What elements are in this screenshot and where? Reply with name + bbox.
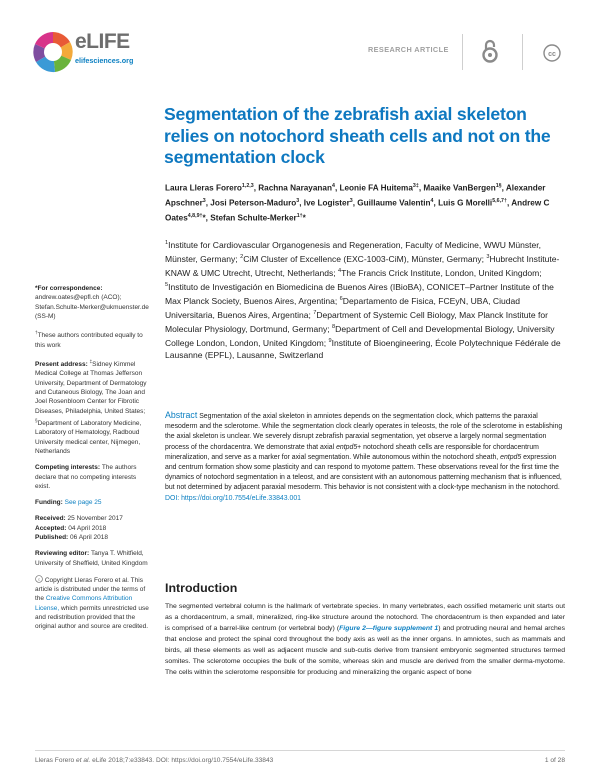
author-separator: , — [205, 198, 211, 208]
competing-text: The authors declare that no competing interests exist. — [35, 464, 137, 490]
author-affiliation-mark: 3 — [349, 198, 353, 205]
present-address-mark: § — [35, 417, 38, 423]
affiliation-number: 2 — [240, 253, 244, 260]
funding-link[interactable]: See page 25 — [64, 499, 102, 507]
author-name: Leonie FA Huitema — [339, 183, 413, 193]
author-affiliation-mark: 3 — [296, 198, 300, 205]
author-name: Ive Logister — [303, 198, 350, 208]
article-type-label: RESEARCH ARTICLE — [368, 45, 449, 54]
copyright-icon — [35, 575, 43, 583]
author-name: Josi Peterson-Maduro — [210, 198, 297, 208]
abstract-doi-link[interactable]: DOI: https://doi.org/10.7554/eLife.33843.001 — [165, 494, 301, 502]
author-affiliation-mark: 4,8,9† — [187, 213, 203, 220]
author-list — [165, 180, 565, 225]
affiliation-number: 5 — [165, 281, 169, 288]
open-access-icon — [481, 38, 499, 64]
author-name: Rachna Narayanan — [258, 183, 332, 193]
accepted-label: Accepted: — [35, 524, 69, 532]
page-number: 1 of 28 — [544, 757, 565, 764]
introduction-text — [165, 601, 565, 678]
affiliation-list — [165, 237, 565, 361]
abstract — [165, 410, 565, 504]
affiliation-text: Hubrecht Institute-KNAW & UMC Utrecht, Utrecht, Netherlands; — [165, 253, 560, 278]
copyright-text: Copyright Lleras Forero et al. This article is distributed under the terms of the — [35, 576, 146, 603]
author-separator: , — [433, 198, 439, 208]
creative-commons-icon — [543, 44, 561, 62]
author-affiliation-mark: 3 — [202, 198, 206, 205]
affiliation-text: Institute of Bioengineering, École Polytechnique Fédérale de Lausanne (EPFL), Lausanne, Switzerland — [165, 337, 561, 360]
author-name: Laura Lleras Forero — [165, 183, 242, 193]
equal-contrib-mark: † — [35, 330, 38, 336]
footer-authors: Lleras Forero — [35, 757, 77, 764]
author-affiliation-mark: 1§ — [495, 183, 502, 189]
affiliation-number: 3 — [486, 253, 490, 260]
funding-label: Funding: — [35, 499, 65, 507]
author-name: Maaike VanBergen — [423, 183, 496, 193]
svg-text:cc: cc — [548, 51, 556, 58]
footer-citation — [35, 757, 273, 764]
author-separator: , — [334, 183, 340, 193]
article-title: Segmentation of the zebrafish axial skeleton relies on notochord sheath cells and not on the segmentation clock — [164, 104, 551, 167]
author-affiliation-mark: 4 — [331, 183, 335, 189]
footer-etal: et al. — [76, 757, 91, 764]
author-affiliation-mark: 1† — [296, 213, 303, 220]
footer-divider — [35, 750, 565, 751]
affiliation-number: 7 — [313, 309, 317, 316]
elife-logo-icon — [31, 30, 75, 74]
license-link[interactable]: Creative Commons Attribution License, — [35, 595, 133, 612]
affiliation-number: 1 — [165, 240, 169, 246]
elife-url[interactable]: elifesciences.org — [75, 56, 134, 65]
author-separator: , — [253, 183, 259, 193]
present-address-text: Sidney Kimmel Medical College at Thomas Jefferson University, Department of Dermatology and Cutaneous Biology, The Joan and Joel Rosenbloom Center for Fibrotic Diseases, Philadelphia, United States; — [35, 361, 147, 415]
published-label: Published: — [35, 534, 71, 541]
correspondence-emails[interactable]: andrew.oates@epfl.ch (ACO); Stefan.Schulte-Merker@ukmuenster.de (SS-M) — [35, 294, 149, 320]
affiliation-text: Department of Systemic Cell Biology, Max Planck Institute for Molecular Physiology, Dortmund, Germany; — [165, 309, 549, 334]
affiliation-text: Department of Cell and Developmental Biology, University College London, London, United Kingdom; — [165, 323, 555, 348]
footer-citation-text[interactable]: eLife 2018;7:e33843. DOI: https://doi.org/10.7554/eLife.33843 — [90, 757, 274, 764]
affiliation-number: 4 — [338, 267, 342, 274]
svg-text:c: c — [38, 576, 40, 582]
dates-block — [35, 514, 153, 542]
author-name: Luis G Morelli — [438, 198, 493, 208]
reviewing-editor-block — [35, 549, 153, 568]
abstract-text: + notochord sheath cells are responsible for chordacentrum mineralization, and serve as a marker for axial segmentation. While autonomous within the notochord sheath, — [165, 443, 539, 461]
copyright-block — [35, 575, 153, 632]
reviewing-label: Reviewing editor: — [35, 550, 91, 558]
author-affiliation-mark: 4 — [430, 198, 434, 205]
competing-label: Competing interests: — [35, 464, 102, 472]
gene-name: entpd5 — [500, 453, 522, 461]
reviewing-text: Tanya T. Whitfield, University of Sheffield, United Kingdom — [35, 550, 148, 567]
competing-interests-block — [35, 463, 153, 491]
affiliation-text: Departamento de Fisica, FCEyN, UBA, Ciudad Universitaria, Buenos Aires, Argentina; — [165, 295, 520, 320]
author-separator: , — [299, 198, 304, 208]
affiliation-number: 9 — [328, 337, 332, 344]
author-separator: , — [501, 183, 506, 193]
received-label: Received: — [35, 515, 68, 523]
correspondence-label: *For correspondence: — [35, 285, 103, 292]
author-separator: *, — [202, 214, 211, 224]
published-date: 06 April 2018 — [70, 534, 108, 541]
intro-text: ) and protruding neural and hemal arches that enclose and protect the spinal cord throughout the body axis as well as the inner organs. In amniotes, such as mammals and birds, all these elements as well as adjacent muscle and sub-cutis derive from transient embryonic segmented structures termed somites. The sclerotome occupies the bulk of the somite, whereas skin and muscle are derived from the smaller derma-myotome. The cells within the sclerotome responsible for producing and mineralizing the organic aspect of bone — [165, 625, 565, 677]
affiliation-text: Institute for Cardiovascular Organogenesis and Regeneration, Faculty of Medicine, WWU Münster, Münster, Germany; — [165, 239, 542, 264]
author-separator: , — [506, 198, 512, 208]
author-separator: * — [302, 214, 306, 224]
header-divider — [522, 34, 523, 70]
present-address-label: Present address: — [35, 361, 90, 369]
author-name: Alexander Apschner — [165, 183, 546, 208]
present-address-block — [35, 357, 153, 456]
author-name: Stefan Schulte-Merker — [210, 214, 297, 224]
author-separator: , — [352, 198, 358, 208]
author-affiliation-mark: 5,6,7† — [492, 198, 507, 205]
author-name: Andrew C Oates — [165, 198, 550, 224]
correspondence-block — [35, 284, 153, 321]
abstract-text: Segmentation of the axial skeleton in amniotes depends on the segmentation clock, which patterns the paraxial mesoderm and the sclerotome. While the segmentation clock clearly operates in teleosts, the role of the sclerotome in establishing the axial skeleton is unclear. We severely disrupt zebrafish paraxial segmentation, yet observe a largely normal segmentation process of the chordacentra. We demonstrate that axial — [165, 413, 563, 451]
affiliation-text: Instituto de Investigación en Biomedicina de Buenos Aires (IBioBA), CONICET–Partner Institute of the Max Planck Society, Buenos Aires, Argentina; — [165, 281, 554, 306]
elife-logo-text: eLIFE — [75, 30, 130, 53]
abstract-text: expression and centrum formation show some plasticity and can respond to myotome pattern. These observations reveal for the first time the dynamics of notochord segmentation in a teleost, and are consistent with an autonomous patterning mechanism that is influenced, but not determined by adjacent paraxial mesoderm. This behavior is not consistent with a clock-type mechanism in the notochord. — [165, 453, 562, 492]
received-date: 25 November 2017 — [67, 515, 123, 523]
gene-name: entpd5 — [336, 443, 358, 451]
figure-reference-link[interactable]: Figure 2—figure supplement 1 — [339, 625, 439, 633]
introduction-heading: Introduction — [165, 581, 238, 595]
author-affiliation-mark: 3‡ — [412, 183, 419, 189]
affiliation-text: The Francis Crick Institute, London, United Kingdom; — [341, 267, 542, 278]
affiliation-text: CiM Cluster of Excellence (EXC-1003-CiM), Münster, Germany; — [243, 253, 487, 264]
equal-contrib-text: These authors contributed equally to this work — [35, 332, 143, 349]
abstract-heading: Abstract — [165, 410, 198, 420]
affiliation-number: 8 — [332, 323, 336, 330]
author-separator: , — [418, 183, 424, 193]
funding-block — [35, 498, 153, 507]
present-address-mark: ‡ — [89, 358, 93, 364]
article-sidebar — [35, 284, 153, 639]
copyright-text: which permits unrestricted use and redistribution provided that the original author and source are credited. — [35, 604, 149, 631]
accepted-date: 04 April 2018 — [68, 524, 107, 532]
present-address-text: Department of Laboratory Medicine, Laboratory of Hematology, Radboud University medical center, Nijmegen, Netherlands — [35, 420, 142, 455]
affiliation-number: 6 — [339, 295, 343, 302]
author-name: Guillaume Valentin — [357, 198, 431, 208]
header-divider — [462, 34, 463, 70]
author-affiliation-mark: 1,2,3 — [241, 183, 254, 189]
intro-text: The segmented vertebral column is the hallmark of vertebrate species. In many vertebrates, each ossified metameric unit starts out as a chordacentrum, a small, mineralized, ring-like structure around the notochord. The chordacentrum is then expanded and later is comprised of a barrel-like centrum (or vertebral body) ( — [165, 603, 565, 633]
equal-contribution-note — [35, 328, 153, 350]
page-header — [0, 0, 600, 80]
